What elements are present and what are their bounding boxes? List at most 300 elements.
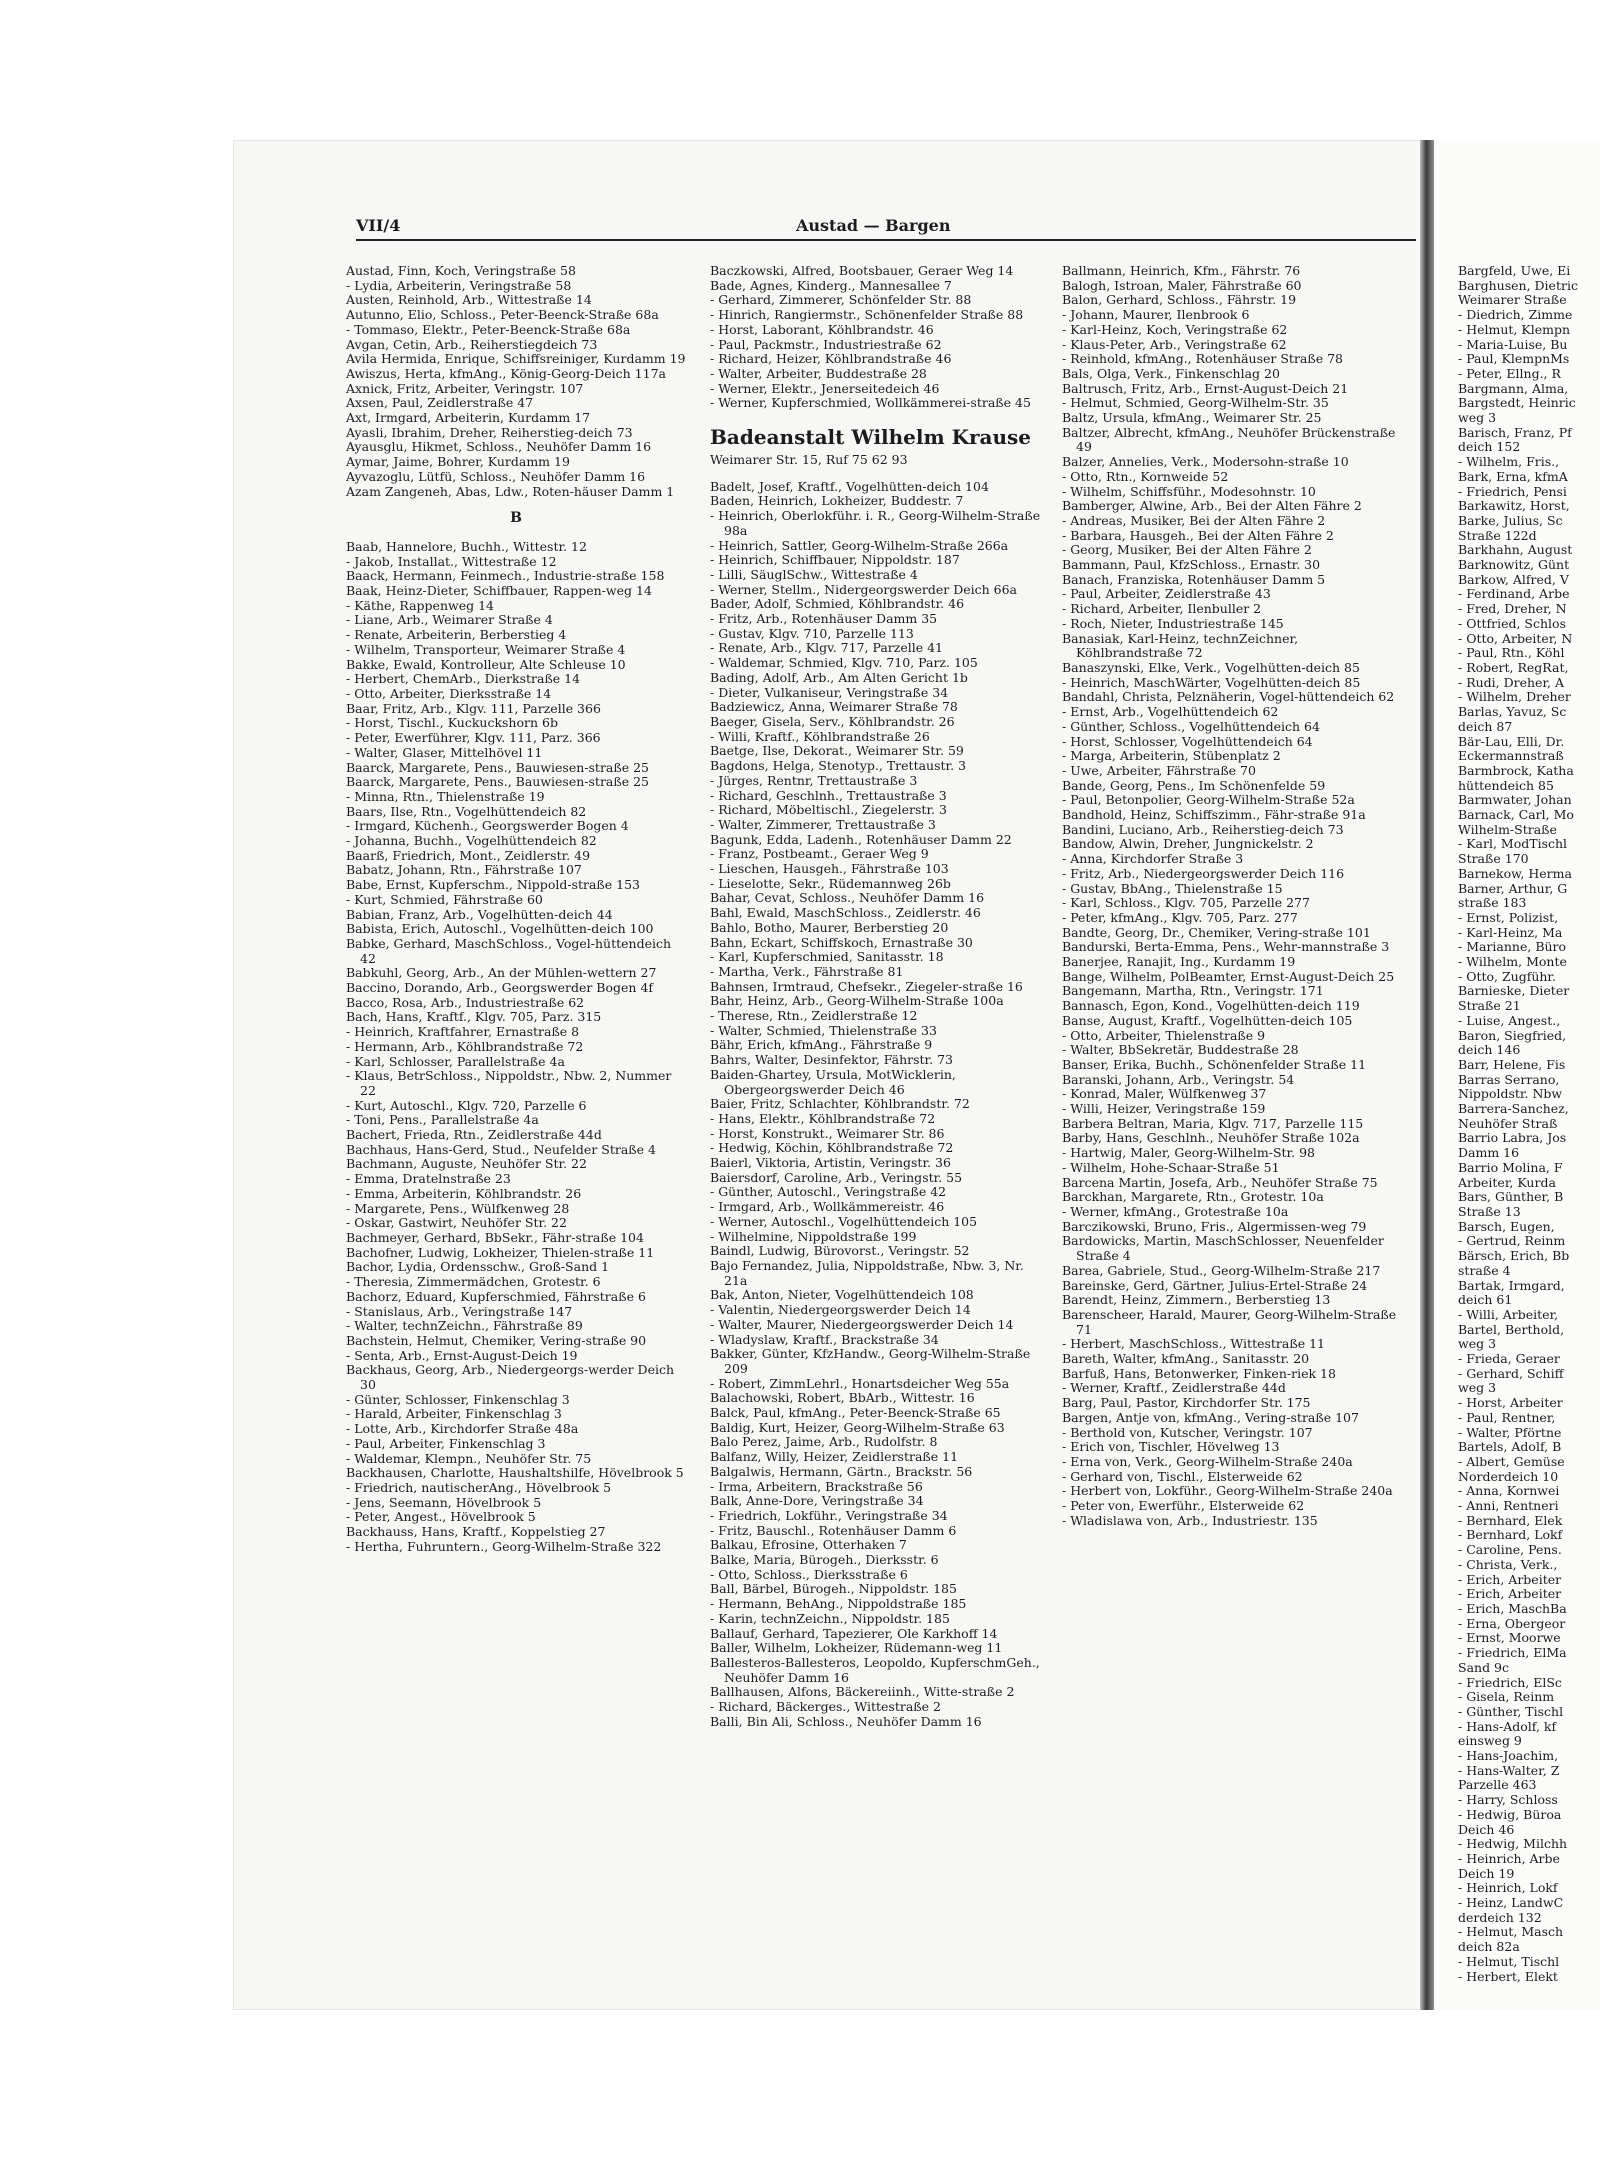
directory-entry: - Friedrich, nautischerAng., Hövelbrook 5	[346, 1479, 612, 1495]
directory-entry: - Frieda, Geraer	[1458, 1351, 1560, 1367]
directory-entry: - Dieter, Vulkaniseur, Veringstraße 34	[710, 684, 949, 700]
directory-entry: Bareinske, Gerd, Gärtner, Julius-Ertel-Straße 24	[1062, 1277, 1368, 1293]
directory-entry: - Peter von, Ewerführ., Elsterweide 62	[1062, 1498, 1305, 1514]
directory-entry: Bahlo, Botho, Maurer, Berberstieg 20	[710, 919, 949, 935]
directory-entry: Baack, Hermann, Feinmech., Industrie-straße 158	[346, 568, 665, 584]
section-letter: B	[510, 510, 522, 527]
directory-entry: Baltrusch, Fritz, Arb., Ernst-August-Deich 21	[1062, 380, 1349, 396]
directory-entry: - Waldemar, Klempn., Neuhöfer Str. 75	[346, 1450, 592, 1466]
directory-entry: - Lieselotte, Sekr., Rüdemannweg 26b	[710, 875, 951, 891]
directory-entry: - Liane, Arb., Weimarer Straße 4	[346, 612, 553, 628]
directory-entry: Bars, Günther, B	[1458, 1189, 1564, 1205]
directory-entry: Barnekow, Herma	[1458, 865, 1572, 881]
directory-entry: - Emma, Dratelnstraße 23	[346, 1171, 511, 1187]
directory-entry: Bandahl, Christa, Pelznäherin, Vogel-hüttendeich 62	[1062, 689, 1395, 705]
directory-entry: - Heinz, LandwC	[1458, 1895, 1564, 1911]
directory-entry: Bahar, Cevat, Schloss., Neuhöfer Damm 16	[710, 890, 985, 906]
directory-entry: - Hartwig, Maler, Georg-Wilhelm-Str. 98	[1062, 1145, 1316, 1161]
directory-entry: Barckhan, Margarete, Rtn., Grotestr. 10a	[1062, 1189, 1324, 1205]
directory-entry: Bahnsen, Irmtraud, Chefsekr., Ziegeler-straße 16	[710, 978, 1023, 994]
directory-entry: - Gustav, BbAng., Thielenstraße 15	[1062, 880, 1283, 896]
directory-entry: Badziewicz, Anna, Weimarer Straße 78	[710, 699, 958, 715]
directory-entry: - Heinrich, Sattler, Georg-Wilhelm-Straße 266a	[710, 537, 1009, 553]
directory-entry: Barcena Martin, Josefa, Arb., Neuhöfer Straße 75	[1062, 1174, 1378, 1190]
directory-entry: Bargstedt, Heinric	[1458, 395, 1576, 411]
directory-entry: - Wilhelm, Hohe-Schaar-Straße 51	[1062, 1159, 1280, 1175]
directory-entry: Banach, Franziska, Rotenhäuser Damm 5	[1062, 571, 1326, 587]
directory-entry: - Walter, technZeichn., Fährstraße 89	[346, 1318, 583, 1334]
directory-entry: deich 61	[1458, 1292, 1513, 1308]
directory-entry: - Renate, Arbeiterin, Berberstieg 4	[346, 627, 567, 643]
directory-entry: Barkow, Alfred, V	[1458, 571, 1569, 587]
directory-entry: - Paul, Packmstr., Industriestraße 62	[710, 336, 942, 352]
directory-entry: straße 183	[1458, 895, 1527, 911]
directory-entry: Straße 122d	[1458, 527, 1537, 543]
directory-entry: - Albert, Gemüse	[1458, 1453, 1565, 1469]
directory-entry: weg 3	[1458, 410, 1497, 426]
directory-entry: - Franz, Postbeamt., Geraer Weg 9	[710, 846, 929, 862]
directory-entry: - Willi, Arbeiter,	[1458, 1306, 1559, 1322]
directory-entry: - Minna, Rtn., Thielenstraße 19	[346, 788, 545, 804]
directory-entry: - Robert, RegRat,	[1458, 659, 1569, 675]
directory-entry: Ayausglu, Hikmet, Schloss., Neuhöfer Damm 16	[346, 439, 652, 455]
directory-entry: Barmbrock, Katha	[1458, 762, 1574, 778]
directory-entry: - Margarete, Pens., Wülfkenweg 28	[346, 1200, 570, 1216]
directory-entry: - Wladyslaw, Kraftf., Brackstraße 34	[710, 1331, 939, 1347]
directory-entry: - Luise, Angest.,	[1458, 1012, 1561, 1028]
directory-entry: - Helmut, Masch	[1458, 1924, 1564, 1940]
directory-entry: - Richard, Heizer, Köhlbrandstraße 46	[710, 351, 952, 367]
directory-entry: Bannasch, Egon, Kond., Vogelhütten-deich 119	[1062, 998, 1360, 1014]
directory-entry: - Renate, Arb., Klgv. 717, Parzelle 41	[710, 640, 944, 656]
directory-entry: - Gisela, Reinm	[1458, 1689, 1555, 1705]
directory-entry: Bading, Adolf, Arb., Am Alten Gericht 1b	[710, 669, 968, 685]
directory-entry: - Heinrich, Kraftfahrer, Ernastraße 8	[346, 1024, 580, 1040]
directory-entry: - Barbara, Hausgeh., Bei der Alten Fähre 2	[1062, 527, 1334, 543]
directory-entry: - Karl-Heinz, Ma	[1458, 924, 1563, 940]
directory-entry: Baar, Fritz, Arb., Klgv. 111, Parzelle 366	[346, 700, 601, 716]
directory-entry: Bagdons, Helga, Stenotyp., Trettaustr. 3	[710, 758, 967, 774]
directory-entry: - Oskar, Gastwirt, Neuhöfer Str. 22	[346, 1215, 567, 1231]
directory-entry: - Karl-Heinz, Koch, Veringstraße 62	[1062, 321, 1288, 337]
directory-entry: Arbeiter, Kurda	[1458, 1174, 1556, 1190]
directory-entry: - Gustav, Klgv. 710, Parzelle 113	[710, 625, 914, 641]
directory-entry: Baarß, Friedrich, Mont., Zeidlerstr. 49	[346, 847, 591, 863]
directory-entry: - Irmgard, Arb., Wollkämmereistr. 46	[710, 1199, 945, 1215]
directory-entry: - Jürges, Rentnr, Trettaustraße 3	[710, 772, 918, 788]
directory-entry: - Tommaso, Elektr., Peter-Beenck-Straße 68a	[346, 321, 631, 337]
directory-entry: Bär-Lau, Elli, Dr.	[1458, 733, 1565, 749]
directory-entry: - Erich, MaschBa	[1458, 1600, 1567, 1616]
book-gutter	[1420, 140, 1434, 2010]
directory-entry: Bark, Erna, kfmA	[1458, 468, 1568, 484]
directory-entry: Bachmann, Auguste, Neuhöfer Str. 22	[346, 1156, 587, 1172]
directory-entry: - Richard, Arbeiter, Ilenbuller 2	[1062, 601, 1262, 617]
directory-entry: Bak, Anton, Nieter, Vogelhüttendeich 108	[710, 1287, 974, 1303]
directory-entry: Baldig, Kurt, Heizer, Georg-Wilhelm-Straße 63	[710, 1419, 1005, 1435]
directory-entry: Bachmeyer, Gerhard, BbSekr., Fähr-straße 104	[346, 1230, 644, 1245]
column-2-entries-b	[710, 480, 1050, 1730]
directory-entry: - Reinhold, kfmAng., Rotenhäuser Straße 78	[1062, 351, 1343, 367]
directory-entry: - Walter, Glaser, Mittelhövel 11	[346, 744, 543, 760]
directory-entry: Babke, Gerhard, MaschSchloss., Vogel-hüttendeich 42	[346, 935, 672, 966]
directory-entry: - Heinrich, MaschWärter, Vogelhütten-deich 85	[1062, 674, 1361, 690]
directory-entry: - Roch, Nieter, Industriestraße 145	[1062, 615, 1284, 631]
directory-entry: Straße 21	[1458, 998, 1521, 1014]
directory-entry: Weimarer Straße	[1458, 292, 1567, 308]
directory-entry: - Emma, Arbeiterin, Köhlbrandstr. 26	[346, 1185, 582, 1201]
directory-entry: Barsch, Eugen,	[1458, 1218, 1555, 1234]
directory-entry: - Werner, Kraftf., Zeidlerstraße 44d	[1062, 1380, 1286, 1396]
directory-entry: - Walter, Pförtne	[1458, 1424, 1562, 1440]
directory-entry: Norderdeich 10	[1458, 1468, 1559, 1484]
directory-entry: Barenscheer, Harald, Maurer, Georg-Wilhelm-Straße 71	[1062, 1306, 1397, 1337]
directory-entry: Barczikowski, Bruno, Fris., Algermissen-weg 79	[1062, 1218, 1367, 1234]
directory-entry: Balogh, Istroan, Maler, Fährstraße 60	[1062, 277, 1302, 293]
directory-entry: - Karl, Schloss., Klgv. 705, Parzelle 277	[1062, 895, 1310, 911]
directory-entry: - Karl, ModTischl	[1458, 836, 1568, 852]
column-2-entries-a	[710, 264, 1050, 411]
directory-entry: - Lydia, Arbeiterin, Veringstraße 58	[346, 277, 572, 293]
business-address: Weimarer Str. 15, Ruf 75 62 93	[710, 452, 908, 468]
directory-entry: weg 3	[1458, 1380, 1497, 1396]
directory-entry: - Werner, Stellm., Nidergeorgswerder Deich 66a	[710, 581, 1017, 597]
directory-entry: - Horst, Konstrukt., Weimarer Str. 86	[710, 1125, 945, 1141]
directory-entry: - Hermann, Arb., Köhlbrandstraße 72	[346, 1038, 584, 1054]
directory-entry: - Wladislawa von, Arb., Industriestr. 135	[1062, 1512, 1318, 1528]
directory-entry: - Paul, Rtn., Köhl	[1458, 645, 1565, 661]
directory-entry: - Walter, BbSekretär, Buddestraße 28	[1062, 1042, 1299, 1058]
directory-entry: Baindl, Ludwig, Bürovorst., Veringstr. 52	[710, 1243, 970, 1259]
directory-entry: Barisch, Franz, Pf	[1458, 424, 1572, 440]
directory-entry: Sand 9c	[1458, 1659, 1509, 1675]
directory-entry: - Herbert, Elekt	[1458, 1968, 1558, 1984]
directory-entry: Barg, Paul, Pastor, Kirchdorfer Str. 175	[1062, 1395, 1311, 1411]
directory-entry: - Theresia, Zimmermädchen, Grotestr. 6	[346, 1274, 601, 1290]
directory-entry: - Maria-Luise, Bu	[1458, 336, 1568, 352]
directory-entry: straße 4	[1458, 1262, 1511, 1278]
directory-entry: - Heinrich, Lokf	[1458, 1880, 1558, 1896]
directory-entry: - Herbert, MaschSchloss., Wittestraße 11	[1062, 1336, 1325, 1352]
directory-entry: deich 146	[1458, 1042, 1521, 1058]
directory-entry: - Paul, Rentner,	[1458, 1409, 1556, 1425]
directory-entry: weg 3	[1458, 1336, 1497, 1352]
directory-entry: - Hans-Joachim,	[1458, 1748, 1559, 1764]
directory-entry: - Karl, Kupferschmied, Sanitasstr. 18	[710, 949, 944, 965]
column-4-entries	[1458, 264, 1600, 1984]
directory-entry: - Christa, Verk.,	[1458, 1556, 1558, 1572]
directory-entry: Bandurski, Berta-Emma, Pens., Wehr-mannstraße 3	[1062, 939, 1390, 955]
directory-entry: - Erich, Arbeiter	[1458, 1586, 1562, 1602]
directory-entry: - Senta, Arb., Ernst-August-Deich 19	[346, 1347, 578, 1363]
directory-entry: - Walter, Zimmerer, Trettaustraße 3	[710, 816, 936, 832]
directory-entry: Baller, Wilhelm, Lokheizer, Rüdemann-weg 11	[710, 1640, 1003, 1656]
directory-entry: - Erna, Obergeor	[1458, 1615, 1566, 1631]
directory-entry: Bandte, Georg, Dr., Chemiker, Vering-straße 101	[1062, 924, 1371, 940]
directory-entry: Wilhelm-Straße	[1458, 821, 1557, 837]
directory-entry: Bargen, Antje von, kfmAng., Vering-straße 107	[1062, 1409, 1359, 1425]
directory-entry: Awiszus, Herta, kfmAng., König-Georg-Deich 117a	[346, 365, 666, 381]
directory-entry: - Jakob, Installat., Wittestraße 12	[346, 553, 557, 569]
directory-entry: Banasiak, Karl-Heinz, technZeichner, Köhlbrandstraße 72	[1062, 630, 1299, 661]
directory-entry: - Berthold von, Kutscher, Veringstr. 107	[1062, 1424, 1313, 1440]
directory-entry: Banaszynski, Elke, Verk., Vogelhütten-deich 85	[1062, 659, 1360, 675]
directory-entry: Baden, Heinrich, Lokheizer, Buddestr. 7	[710, 493, 964, 509]
directory-entry: - Otto, Zugführ.	[1458, 968, 1557, 984]
directory-entry: Balkau, Efrosine, Otterhaken 7	[710, 1537, 907, 1553]
directory-entry: - Konrad, Maler, Wülfkenweg 37	[1062, 1086, 1267, 1102]
directory-entry: Baiden-Ghartey, Ursula, MotWicklerin, Obergeorgswerder Deich 46	[710, 1066, 956, 1097]
directory-entry: - Horst, Laborant, Köhlbrandstr. 46	[710, 321, 934, 337]
directory-entry: Ballauf, Gerhard, Tapezierer, Ole Karkhoff 14	[710, 1625, 998, 1641]
directory-entry: Barghusen, Dietric	[1458, 277, 1578, 293]
directory-entry: Bajo Fernandez, Julia, Nippoldstraße, Nbw. 3, Nr. 21a	[710, 1258, 1024, 1288]
directory-entry: Balli, Bin Ali, Schloss., Neuhöfer Damm 16	[710, 1713, 982, 1729]
directory-entry: - Hedwig, Milchh	[1458, 1836, 1568, 1852]
directory-entry: - Käthe, Rappenweg 14	[346, 597, 494, 613]
directory-entry: Balck, Paul, kfmAng., Peter-Beenck-Straße 65	[710, 1405, 1001, 1421]
directory-entry: - Friedrich, ElMa	[1458, 1645, 1567, 1661]
directory-entry: - Waldemar, Schmied, Klgv. 710, Parz. 105	[710, 655, 978, 671]
directory-entry: - Hertha, Fuhruntern., Georg-Wilhelm-Straße 322	[346, 1538, 662, 1554]
directory-entry: Baab, Hannelore, Buchh., Wittestr. 12	[346, 538, 587, 554]
directory-entry: - Otto, Arbeiter, Dierksstraße 14	[346, 685, 552, 701]
directory-entry: - Horst, Schlosser, Vogelhüttendeich 64	[1062, 733, 1313, 749]
directory-entry: Baccino, Dorando, Arb., Georgswerder Bogen 4f	[346, 980, 654, 996]
directory-entry: - Heinrich, Oberlokführ. i. R., Georg-Wilhelm-Straße 98a	[710, 508, 1041, 538]
directory-entry: - Wilhelmine, Nippoldstraße 199	[710, 1228, 917, 1244]
directory-entry: - Bernhard, Lokf	[1458, 1527, 1563, 1543]
directory-entry: Deich 46	[1458, 1821, 1515, 1837]
directory-entry: Backhauss, Hans, Kraftf., Koppelstieg 27	[346, 1524, 606, 1540]
directory-entry: - Herbert von, Lokführ., Georg-Wilhelm-Straße 240a	[1062, 1483, 1393, 1499]
directory-entry: - Ottfried, Schlos	[1458, 615, 1566, 631]
directory-entry: - Johanna, Buchh., Vogelhüttendeich 82	[346, 833, 597, 849]
directory-entry: - Gerhard, Schiff	[1458, 1365, 1564, 1381]
directory-entry: Balon, Gerhard, Schloss., Fährstr. 19	[1062, 292, 1297, 308]
directory-entry: - Fritz, Arb., Niedergeorgswerder Deich 116	[1062, 865, 1345, 881]
directory-entry: - Klaus, BetrSchloss., Nippoldstr., Nbw. 2, Nummer 22	[346, 1068, 672, 1098]
directory-entry: Nippoldstr. Nbw	[1458, 1086, 1563, 1102]
directory-entry: Bakker, Günter, KfzHandw., Georg-Wilhelm-Straße 209	[710, 1346, 1031, 1376]
directory-entry: Bargfeld, Uwe, Ei	[1458, 264, 1571, 278]
directory-entry: Barras Serrano,	[1458, 1071, 1560, 1087]
directory-entry: - Lieschen, Hausgeh., Fährstraße 103	[710, 861, 949, 877]
directory-entry: Bahr, Heinz, Arb., Georg-Wilhelm-Straße 100a	[710, 993, 1004, 1009]
directory-entry: - Hinrich, Rangiermstr., Schönenfelder Straße 88	[710, 307, 1024, 323]
directory-entry: - Walter, Schmied, Thielenstraße 33	[710, 1022, 937, 1038]
directory-entry: Deich 19	[1458, 1865, 1515, 1881]
directory-entry: Balk, Anne-Dore, Veringstraße 34	[710, 1493, 924, 1509]
directory-entry: - Ernst, Arb., Vogelhüttendeich 62	[1062, 704, 1279, 720]
directory-entry: Axt, Irmgard, Arbeiterin, Kurdamm 17	[346, 410, 591, 426]
column-2	[710, 264, 1050, 1730]
directory-entry: Banse, August, Kraftf., Vogelhütten-deich 105	[1062, 1012, 1353, 1028]
directory-entry: - Horst, Arbeiter	[1458, 1395, 1563, 1411]
directory-entry: Banerjee, Ranajit, Ing., Kurdamm 19	[1062, 954, 1296, 970]
directory-entry: Bachofner, Ludwig, Lokheizer, Thielen-straße 11	[346, 1244, 655, 1260]
directory-entry: Barkawitz, Horst,	[1458, 498, 1570, 514]
directory-entry: - Werner, Kupferschmied, Wollkämmerei-straße 45	[710, 395, 1031, 411]
directory-entry: Babe, Ernst, Kupferschm., Nippold-straße 153	[346, 877, 641, 893]
directory-entry: Baczkowski, Alfred, Bootsbauer, Geraer Weg 14	[710, 263, 1014, 278]
page-title: Austad — Bargen	[796, 216, 951, 235]
directory-entry: Bamberger, Alwine, Arb., Bei der Alten Fähre 2	[1062, 498, 1362, 514]
directory-entry: Bande, Georg, Pens., Im Schönenfelde 59	[1062, 777, 1326, 793]
directory-entry: - Karin, technZeichn., Nippoldstr. 185	[710, 1610, 950, 1626]
directory-entry: - Stanislaus, Arb., Veringstraße 147	[346, 1303, 573, 1319]
directory-entry: - Helmut, Schmied, Georg-Wilhelm-Str. 35	[1062, 395, 1329, 411]
directory-entry: - Paul, Arbeiter, Zeidlerstraße 43	[1062, 586, 1271, 602]
directory-entry: Banser, Erika, Buchh., Schönenfelder Straße 11	[1062, 1056, 1367, 1072]
directory-entry: - Fred, Dreher, N	[1458, 601, 1567, 617]
directory-entry: - Werner, kfmAng., Grotestraße 10a	[1062, 1204, 1289, 1219]
directory-entry: Babkuhl, Georg, Arb., An der Mühlen-wettern 27	[346, 965, 657, 981]
column-3	[1062, 264, 1402, 1528]
directory-entry: Badelt, Josef, Kraftf., Vogelhütten-deich 104	[710, 478, 989, 494]
directory-entry: Babatz, Johann, Rtn., Fährstraße 107	[346, 862, 582, 878]
directory-entry: Balke, Maria, Bürogeh., Dierksstr. 6	[710, 1552, 939, 1568]
directory-entry: - Horst, Tischl., Kuckuckshorn 6b	[346, 715, 558, 731]
directory-entry: Barendt, Heinz, Zimmern., Berberstieg 13	[1062, 1292, 1331, 1308]
directory-entry: Balachowski, Robert, BbArb., Wittestr. 16	[710, 1390, 975, 1406]
directory-entry: - Otto, Arbeiter, Thielenstraße 9	[1062, 1027, 1266, 1043]
directory-entry: Autunno, Elio, Schloss., Peter-Beenck-Straße 68a	[346, 307, 659, 323]
directory-entry: Bärsch, Erich, Bb	[1458, 1248, 1570, 1264]
directory-entry: Barke, Julius, Sc	[1458, 512, 1563, 528]
directory-entry: - Erich von, Tischler, Hövelweg 13	[1062, 1439, 1280, 1455]
directory-entry: - Klaus-Peter, Arb., Veringstraße 62	[1062, 336, 1287, 352]
directory-entry: - Paul, Betonpolier, Georg-Wilhelm-Straße 52a	[1062, 792, 1355, 808]
directory-entry: - Uwe, Arbeiter, Fährstraße 70	[1062, 762, 1256, 778]
directory-entry: Bach, Hans, Kraftf., Klgv. 705, Parz. 315	[346, 1009, 602, 1025]
directory-entry: - Ernst, Moorwe	[1458, 1630, 1561, 1646]
directory-entry: - Ferdinand, Arbe	[1458, 586, 1570, 602]
directory-entry: - Marianne, Büro	[1458, 939, 1567, 955]
directory-entry: Azam Zangeneh, Abas, Ldw., Roten-häuser Damm 1	[346, 483, 675, 499]
page-header	[356, 216, 1416, 240]
directory-entry: - Johann, Maurer, Ilenbrook 6	[1062, 307, 1250, 323]
directory-entry: Bals, Olga, Verk., Finkenschlag 20	[1062, 365, 1280, 381]
directory-entry: Ayasli, Ibrahim, Dreher, Reiherstieg-deich 73	[346, 424, 633, 440]
directory-entry: - Gerhard von, Tischl., Elsterweide 62	[1062, 1468, 1303, 1484]
directory-entry: - Diedrich, Zimme	[1458, 307, 1573, 323]
directory-entry: Barrio Labra, Jos	[1458, 1130, 1567, 1146]
directory-entry: Barmwater, Johan	[1458, 792, 1572, 808]
directory-entry: Babista, Erich, Autoschl., Vogelhütten-deich 100	[346, 921, 654, 937]
directory-entry: Baron, Siegfried,	[1458, 1027, 1567, 1043]
directory-entry: - Peter, Angest., Hövelbrook 5	[346, 1509, 536, 1525]
directory-entry: - Hans-Adolf, kf	[1458, 1718, 1557, 1734]
directory-entry: - Rudi, Dreher, A	[1458, 674, 1565, 690]
directory-entry: - Paul, Arbeiter, Finkenschlag 3	[346, 1435, 546, 1451]
column-1-entries-b	[346, 540, 686, 1555]
column-3-entries	[1062, 264, 1402, 1528]
directory-entry: - Walter, Maurer, Niedergeorgswerder Deich 14	[710, 1316, 1014, 1332]
directory-entry: - Anni, Rentneri	[1458, 1498, 1559, 1514]
directory-entry: - Erna von, Verk., Georg-Wilhelm-Straße 240a	[1062, 1453, 1353, 1469]
directory-entry: - Peter, Ewerführer, Klgv. 111, Parz. 366	[346, 730, 601, 746]
directory-entry: derdeich 132	[1458, 1909, 1542, 1925]
directory-entry: - Toni, Pens., Parallelstraße 4a	[346, 1112, 539, 1128]
directory-entry: - Otto, Rtn., Kornweide 52	[1062, 468, 1229, 484]
directory-entry: - Otto, Arbeiter, N	[1458, 630, 1573, 646]
directory-entry: Bange, Wilhelm, PolBeamter, Ernst-August-Deich 25	[1062, 968, 1395, 984]
directory-entry: Bangemann, Martha, Rtn., Veringstr. 171	[1062, 983, 1324, 999]
directory-entry: Bagunk, Edda, Ladenh., Rotenhäuser Damm 22	[710, 831, 1012, 847]
directory-entry: Baetge, Ilse, Dekorat., Weimarer Str. 59	[710, 743, 964, 759]
directory-entry: - Fritz, Arb., Rotenhäuser Damm 35	[710, 611, 938, 627]
directory-entry: - Günther, Autoschl., Veringstraße 42	[710, 1184, 947, 1200]
directory-entry: - Heinrich, Schiffbauer, Nippoldstr. 187	[710, 552, 960, 568]
directory-entry: Barrera-Sanchez,	[1458, 1101, 1569, 1117]
directory-entry: - Wilhelm, Dreher	[1458, 689, 1571, 705]
directory-entry: - Wilhelm, Fris.,	[1458, 454, 1560, 470]
directory-entry: Avgan, Cetin, Arb., Reiherstiegdeich 73	[346, 336, 598, 352]
directory-entry: Bardowicks, Martin, MaschSchlosser, Neuenfelder Straße 4	[1062, 1233, 1384, 1264]
directory-entry: - Lilli, SäuglSchw., Wittestraße 4	[710, 566, 918, 582]
directory-entry: - Anna, Kornwei	[1458, 1483, 1560, 1499]
directory-entry: deich 82a	[1458, 1939, 1520, 1955]
directory-entry: Bartels, Adolf, B	[1458, 1439, 1562, 1455]
directory-entry: Backhaus, Georg, Arb., Niedergeorgs-werder Deich 30	[346, 1362, 675, 1393]
directory-entry: Ayvazoglu, Lütfü, Schloss., Neuhöfer Damm 16	[346, 468, 646, 484]
directory-entry: Barby, Hans, Geschlnh., Neuhöfer Straße 102a	[1062, 1130, 1360, 1146]
directory-entry: - Hermann, BehAng., Nippoldstraße 185	[710, 1596, 967, 1612]
column-4-facing-page	[1458, 264, 1600, 1984]
directory-entry: Ballhausen, Alfons, Bäckereiinh., Witte-straße 2	[710, 1684, 1015, 1700]
directory-entry: Avila Hermida, Enrique, Schiffsreiniger, Kurdamm 19	[346, 351, 686, 367]
directory-entry: - Herbert, ChemArb., Dierkstraße 14	[346, 671, 581, 687]
directory-entry: Bade, Agnes, Kinderg., Mannesallee 7	[710, 277, 952, 293]
directory-entry: - Jens, Seemann, Hövelbrook 5	[346, 1494, 542, 1510]
directory-entry: - Gertrud, Reinm	[1458, 1233, 1566, 1249]
directory-entry: Baars, Ilse, Rtn., Vogelhüttendeich 82	[346, 803, 587, 819]
directory-entry: Austen, Reinhold, Arb., Wittestraße 14	[346, 292, 592, 308]
directory-entry: Barfuß, Hans, Betonwerker, Finken-riek 18	[1062, 1365, 1336, 1381]
directory-entry: Bargmann, Alma,	[1458, 380, 1569, 396]
directory-entry: Babian, Franz, Arb., Vogelhütten-deich 44	[346, 906, 613, 922]
directory-entry: Barrio Molina, F	[1458, 1159, 1563, 1175]
directory-entry: Balfanz, Willy, Heizer, Zeidlerstraße 11	[710, 1449, 959, 1465]
directory-entry: - Wilhelm, Schiffsführ., Modesohnstr. 10	[1062, 483, 1316, 499]
directory-entry: Baranski, Johann, Arb., Veringstr. 54	[1062, 1071, 1295, 1087]
directory-entry: Bader, Adolf, Schmied, Köhlbrandstr. 46	[710, 596, 965, 612]
directory-entry: - Werner, Autoschl., Vogelhüttendeich 105	[710, 1213, 978, 1229]
directory-entry: - Fritz, Bauschl., Rotenhäuser Damm 6	[710, 1522, 957, 1538]
directory-entry: Bandini, Luciano, Arb., Reiherstieg-deich 73	[1062, 821, 1344, 837]
directory-entry: Baak, Heinz-Dieter, Schiffbauer, Rappen-weg 14	[346, 583, 652, 599]
directory-entry: - Martha, Verk., Fährstraße 81	[710, 963, 904, 979]
directory-entry: Barnieske, Dieter	[1458, 983, 1570, 999]
directory-entry: Ballesteros-Ballesteros, Leopoldo, KupferschmGeh., Neuhöfer Damm 16	[710, 1654, 1040, 1685]
directory-entry: Bartak, Irmgard,	[1458, 1277, 1565, 1293]
directory-entry: Bachhaus, Hans-Gerd, Stud., Neufelder Straße 4	[346, 1141, 656, 1157]
directory-entry: Bammann, Paul, KfzSchloss., Ernastr. 30	[1062, 557, 1321, 573]
directory-entry: Bareth, Walter, kfmAng., Sanitasstr. 20	[1062, 1351, 1310, 1367]
directory-entry: - Kurt, Autoschl., Klgv. 720, Parzelle 6	[346, 1097, 587, 1113]
directory-entry: - Lotte, Arb., Kirchdorfer Straße 48a	[346, 1421, 579, 1437]
directory-entry: - Walter, Arbeiter, Buddestraße 28	[710, 365, 927, 381]
directory-entry: Backhausen, Charlotte, Haushaltshilfe, Hövelbrook 5	[346, 1465, 684, 1481]
directory-entry: - Georg, Musiker, Bei der Alten Fähre 2	[1062, 542, 1312, 558]
directory-entry: - Hans, Elektr., Köhlbrandstraße 72	[710, 1110, 936, 1126]
directory-entry: - Ernst, Polizist,	[1458, 909, 1559, 925]
directory-entry: - Helmut, Klempn	[1458, 321, 1571, 337]
directory-entry: - Marga, Arbeiterin, Stübenplatz 2	[1062, 748, 1281, 764]
directory-entry: - Werner, Elektr., Jenerseitedeich 46	[710, 380, 940, 396]
directory-entry: Bahn, Eckart, Schiffskoch, Ernastraße 30	[710, 934, 973, 950]
